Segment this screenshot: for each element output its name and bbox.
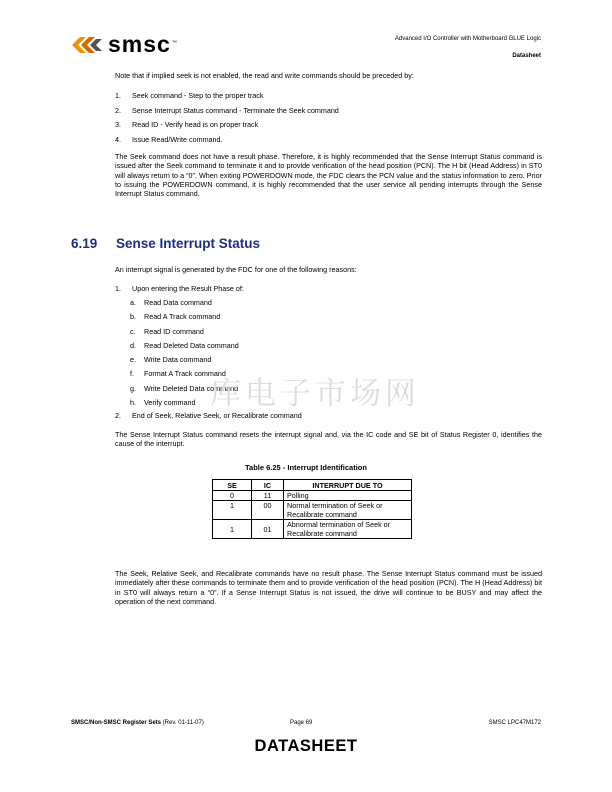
reasons-list <box>115 282 542 296</box>
list-letter: a. <box>130 298 136 307</box>
table-cell: 00 <box>252 501 284 520</box>
list-item <box>115 89 339 104</box>
table-cell: 1 <box>213 501 252 520</box>
list-text: Read ID command <box>144 326 204 336</box>
part-number: SMSC LPC47M172 <box>488 720 541 726</box>
list-text: Format A Track command <box>144 369 226 379</box>
logo-trademark: ™ <box>171 39 177 46</box>
smsc-logo-icon <box>70 34 104 56</box>
seek-steps-list <box>115 89 339 147</box>
list-number: 1. <box>115 284 121 293</box>
interrupt-identification-table <box>212 479 412 539</box>
logo-wordmark: smsc <box>108 31 171 57</box>
section-heading <box>71 236 260 251</box>
intro-text: Note that if implied seek is not enabled, the read and write commands should be preceded by: <box>115 71 414 80</box>
seek-paragraph: The Seek command does not have a result phase. Therefore, it is highly recommended that the Sense Interrupt Status command is issued after the Seek command to terminate it and to provide verification of the head position (PCN). The H bit (Head Address) in ST0 will always return to a “0”. When exiting POWERDOWN mode, the FDC clears the PCN value and the status information to zero. Prior to issuing the POWERDOWN command, it is highly recommended that the user service all pending interrupts through the Sense Interrupt Status command. <box>115 152 542 199</box>
list-letter: g. <box>130 383 136 393</box>
table-cell: Polling <box>284 491 412 501</box>
table-cell: 01 <box>252 520 284 539</box>
list-text: Upon entering the Result Phase of: <box>132 284 244 293</box>
list-letter: d. <box>130 340 136 350</box>
list-number: 2. <box>115 105 121 115</box>
list-text: End of Seek, Relative Seek, or Recalibrate command <box>132 411 302 420</box>
column-header: SE <box>213 480 252 491</box>
section-title: Sense Interrupt Status <box>116 236 261 251</box>
smsc-logo <box>70 33 177 56</box>
section-number: 6.19 <box>71 236 98 251</box>
table-cell: Normal termination of Seek or Recalibrate command <box>284 501 412 520</box>
list-text: Write Deleted Data command <box>144 383 239 393</box>
list-item <box>130 310 239 324</box>
list-item <box>130 353 239 367</box>
table-cell: 11 <box>252 491 284 501</box>
table-header-row <box>213 480 412 491</box>
section-intro: An interrupt signal is generated by the FDC for one of the following reasons: <box>115 265 357 274</box>
list-letter: h. <box>130 398 136 408</box>
table-row <box>213 501 412 520</box>
document-type: Datasheet <box>512 53 541 59</box>
sense-interrupt-paragraph: The Sense Interrupt Status command resets the interrupt signal and, via the IC code and SE bit of Status Register 0, identifies the cause of the interrupt. <box>115 430 542 449</box>
list-text: Verify command <box>144 398 196 408</box>
list-number: 2. <box>115 411 121 420</box>
list-letter: b. <box>130 312 136 322</box>
footer-section-name <box>71 720 204 726</box>
list-number: 3. <box>115 120 121 129</box>
list-number: 1. <box>115 91 121 100</box>
list-text: Read Data command <box>144 298 212 307</box>
column-header: IC <box>252 480 284 491</box>
result-phase-paragraph: The Seek, Relative Seek, and Recalibrate commands have no result phase. The Sense Interrupt Status command must be issued immediately after these commands to terminate them and to provide verification of the head position (PCN). The H (Head Address) bit in ST0 will always return a “0”. If a Sense Interrupt Status is not issued, the drive will continue to be BUSY and may affect the operation of the next command. <box>115 569 542 606</box>
list-item <box>130 296 239 310</box>
watermark: 库电子市场网 <box>210 376 420 412</box>
list-item <box>115 118 339 133</box>
table-row <box>213 520 412 539</box>
list-text: Read ID - Verify head is on proper track <box>132 120 259 129</box>
list-item <box>130 325 239 339</box>
column-header: INTERRUPT DUE TO <box>284 480 412 491</box>
list-letter: f. <box>130 369 134 379</box>
list-text: Issue Read/Write command. <box>132 134 223 144</box>
table-cell: 1 <box>213 520 252 539</box>
list-text: Read Deleted Data command <box>144 340 239 350</box>
list-text: Seek command - Step to the proper track <box>132 91 264 100</box>
list-text: Read A Track command <box>144 312 221 322</box>
table-cell: Abnormal termination of Seek or Recalibrate command <box>284 520 412 539</box>
list-item <box>115 133 339 148</box>
datasheet-banner: DATASHEET <box>254 737 358 755</box>
table-row <box>213 491 412 501</box>
list-letter: e. <box>130 355 136 365</box>
list-text: Write Data command <box>144 355 212 365</box>
list-letter: c. <box>130 326 136 336</box>
list-item <box>115 104 339 119</box>
list-item <box>115 282 542 296</box>
table-cell: 0 <box>213 491 252 501</box>
list-number: 4. <box>115 134 121 144</box>
footer-title: SMSC/Non-SMSC Register Sets <box>71 720 162 726</box>
table-caption: Table 6.25 - Interrupt Identification <box>245 463 367 472</box>
document-title: Advanced I/O Controller with Motherboard GLUE Logic <box>394 36 541 42</box>
list-item <box>130 339 239 353</box>
list-text: Sense Interrupt Status command - Terminate the Seek command <box>132 105 339 115</box>
page-number: Page 69 <box>290 720 313 726</box>
footer-revision: (Rev. 01-11-07) <box>162 720 204 726</box>
